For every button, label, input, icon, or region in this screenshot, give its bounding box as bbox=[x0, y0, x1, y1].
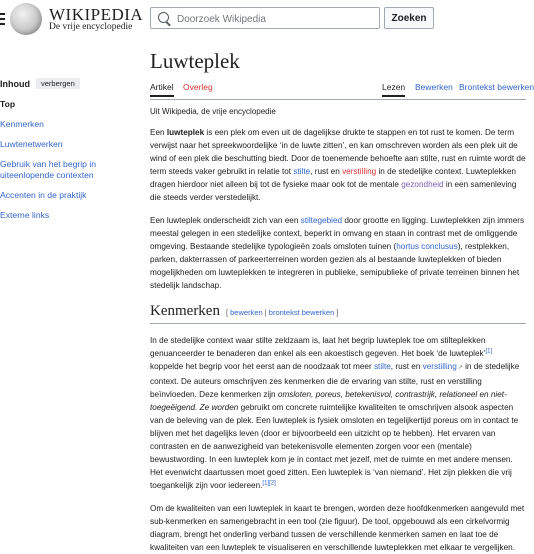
intro-paragraph-2: Een luwteplek onderscheidt zich van een stiltegebied door grootte en ligging. Luwteplekken zijn immers meestal gelegen in een stedelijke context, beperkt in omvang en staan in contrast met de omliggende omgeving. Bestaande stedelijke typologieën zoals omsloten tuinen (hortus conclusus), restplekken, parken, dakterrassen of parkeerterreinen worden gezien als al bestaande luwteplekken of bieden mogelijkheden om luwteplekken te integreren in publieke, semipublieke of private terreinen binnen het stedelijk landschap. bbox=[150, 216, 525, 290]
page-title: Luwteplek bbox=[150, 49, 240, 73]
link-stilte-2[interactable]: stilte bbox=[373, 362, 391, 371]
tab-edit[interactable]: Bewerken bbox=[415, 82, 453, 92]
link-hortus-conclusus[interactable]: hortus conclusus bbox=[396, 242, 458, 251]
section-edit-link[interactable]: bewerken bbox=[230, 308, 263, 317]
tab-read[interactable]: Lezen bbox=[382, 82, 405, 97]
tab-source-edit[interactable]: Brontekst bewerken bbox=[459, 82, 534, 92]
toc-item-kenmerken[interactable]: Kenmerken bbox=[0, 119, 44, 129]
intro-paragraph-1: Een luwteplek is een plek om even uit de dagelijkse drukte te stappen en tot rust te komen. De term verwijst naar het spreekwoordelijke ‘in de luwte zitten’, en kan omschreven worden als een plek uit de wind of een plek die beschutting biedt. Door de toenemende behoefte aan stilte, rust en ruimte wordt de term steeds vaker gebruikt in relatie tot stilte, rust en verstilling in de stedelijke context. Luwteplekken dragen hierdoor niet alleen bij tot de fysieke maar ook tot de mentale gezondheid in een samenleving die steeds verder verstedelijkt. bbox=[150, 128, 526, 202]
wikipedia-logo-icon[interactable] bbox=[10, 3, 42, 35]
toc-item-top[interactable]: Top bbox=[0, 99, 16, 109]
link-gezondheid[interactable]: gezondheid bbox=[401, 180, 444, 189]
search-icon bbox=[158, 12, 169, 23]
search-box[interactable] bbox=[150, 7, 380, 29]
toc-item-accenten[interactable]: Accenten in de praktijk bbox=[0, 190, 135, 201]
section-heading-kenmerken bbox=[150, 303, 526, 324]
tab-talk[interactable]: Overleg bbox=[183, 82, 213, 92]
main-content bbox=[150, 48, 534, 554]
link-stilte[interactable]: stilte bbox=[293, 167, 311, 176]
toc-title: Inhoud bbox=[0, 78, 30, 89]
menu-icon[interactable] bbox=[0, 13, 5, 27]
section-source-edit-link[interactable]: brontekst bewerken bbox=[268, 308, 335, 317]
toc-item-luwtenetwerken[interactable]: Luwtenetwerken bbox=[0, 139, 63, 149]
section-edit-links: [ bewerken | brontekst bewerken ] bbox=[225, 308, 339, 317]
tab-article[interactable]: Artikel bbox=[150, 82, 174, 97]
kenmerken-paragraph-1: In de stedelijke context waar stilte zeldzaam is, laat het begrip luwteplek toe om stilteplekken genuanceerder te benaderen dan enkel als een akoestisch gegeven. Het boek ‘de luwteplek’[1] koppelde het begrip voor het eerst aan de noodzaak tot meer stilte, rust en verstilling ↗ in de stedelijke context. De auteurs omschrijven zes kenmerken die de ervaring van stilte, rust en verstilling beïnvloeden. Deze kenmerken zijn omsloten, poreus, betekenisvol, contrastrijk, relationeel en niet-toegeëigend. Ze worden gebruikt om concrete ruimtelijke kwaliteiten te omschrijven alsook aspecten van de beleving van de plek. Een luwteplek is fysiek omsloten en tegelijkertijd poreus om in contact te blijven met het dagelijks leven (door er bijvoorbeeld een uitzicht op te hebben). Het ervaren van contrasten en de aanwezigheid van betekenisvolle elementen zorgen voor een (mentale) bewustwording. In een luwteplek kom je in contact met jezelf, met de ruimte en met andere mensen. Het evenwicht daartussen moet goed zitten. Een luwteplek is ‘van niemand’. Het zijn plekken die vrij toegankelijk zijn voor iedereen.[1][2] bbox=[150, 334, 526, 492]
search-input[interactable] bbox=[175, 10, 379, 28]
toc-item-gebruik[interactable]: Gebruik van het begrip in uiteenlopende contexten bbox=[0, 159, 97, 180]
kenmerken-paragraph-2: Om de kwaliteiten van een luwteplek in kaart te brengen, worden deze hoofdkenmerken aangevuld met sub-kenmerken en samengebracht in een tool (zie figuur). De tool, opgebouwd als een cirkelvormig diagram, brengt het onderling verband tussen de verschillende kenmerken samen en laat toe de kwaliteiten van een luwteplek te visualiseren en verschillende luwteplekken met elkaar te vergelijken. bbox=[150, 504, 525, 552]
section-title: Kenmerken bbox=[150, 303, 220, 319]
site-sub: Uit Wikipedia, de vrije encyclopedie bbox=[150, 107, 276, 116]
page-tabs bbox=[150, 79, 534, 100]
table-of-contents bbox=[0, 78, 135, 230]
link-verstilling-ext[interactable]: verstilling ↗ bbox=[423, 362, 463, 371]
link-verstilling[interactable]: verstilling bbox=[342, 167, 377, 176]
logo-tagline: De vrije encyclopedie bbox=[49, 22, 133, 32]
link-stiltegebied[interactable]: stiltegebied bbox=[300, 216, 343, 225]
toc-hide-button[interactable]: verbergen bbox=[36, 78, 80, 89]
search-button[interactable]: Zoeken bbox=[384, 7, 434, 29]
logo-wordmark[interactable]: WIKIPEDIA bbox=[49, 5, 144, 24]
header bbox=[0, 0, 526, 40]
toc-item-externe-links[interactable]: Externe links bbox=[0, 210, 50, 220]
